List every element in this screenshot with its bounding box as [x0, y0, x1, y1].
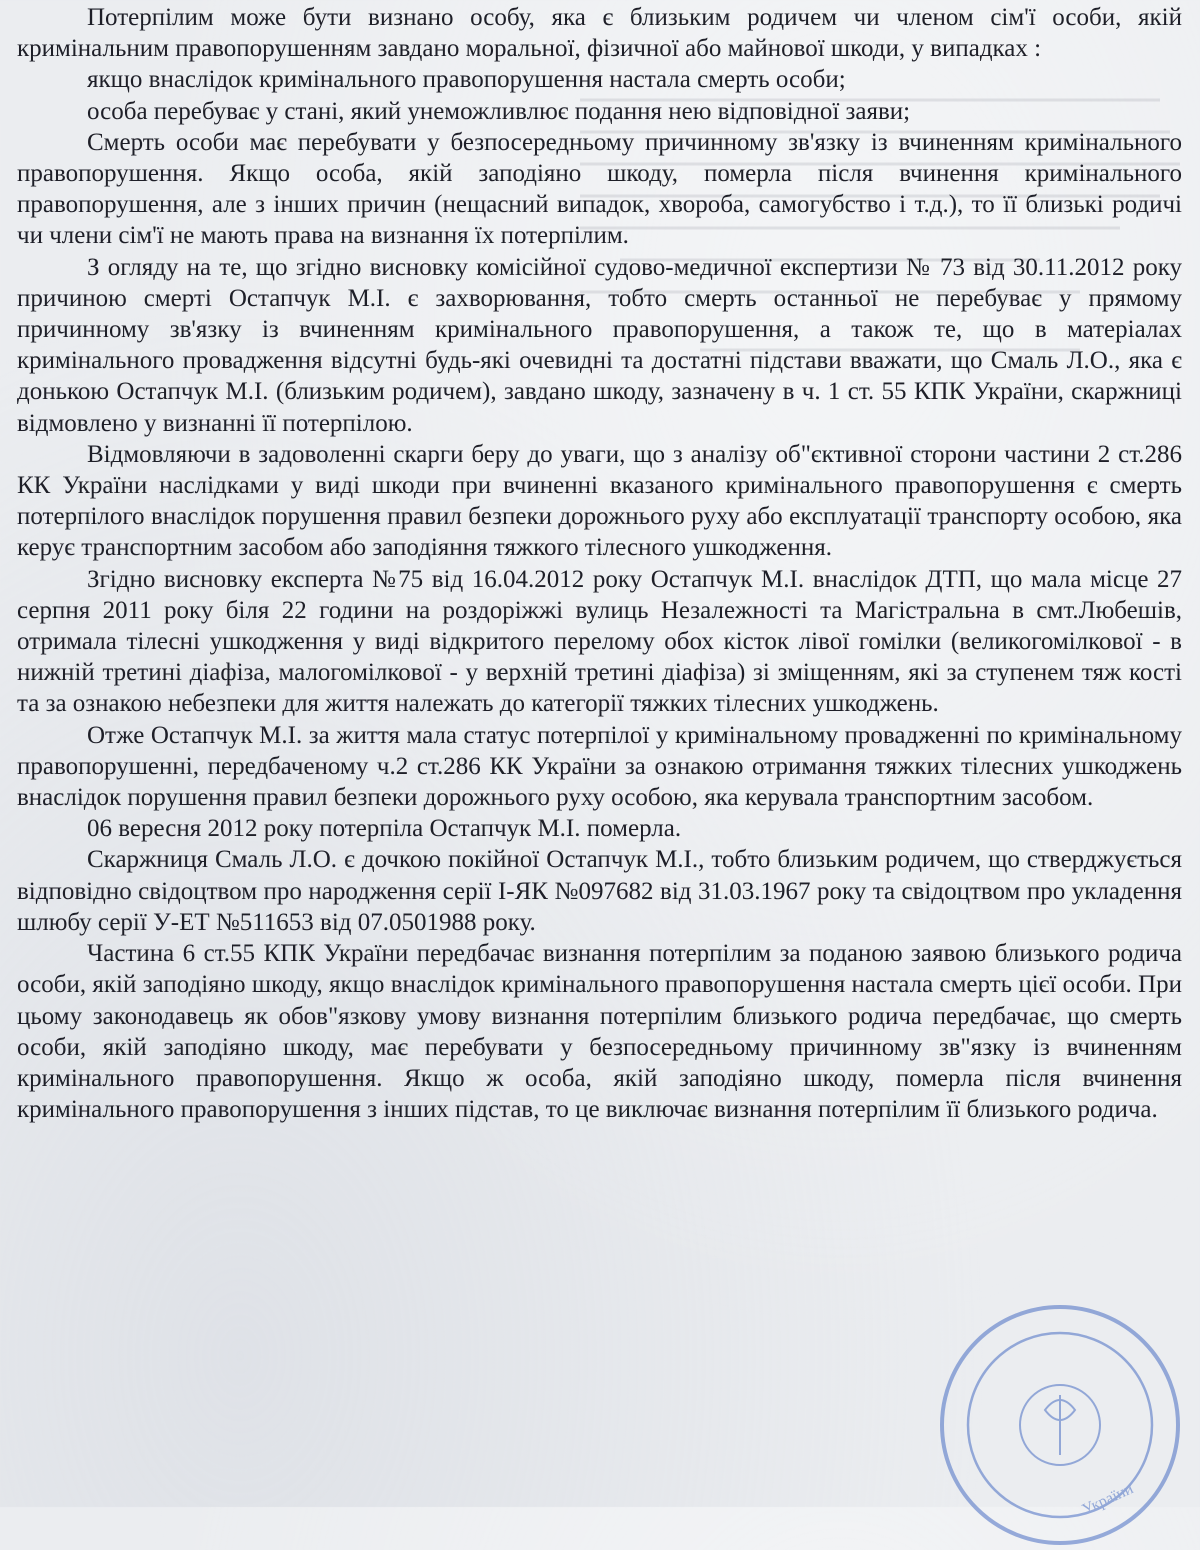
- paragraph-expert-conclusion: З огляду на те, що згідно висновку комісійної судово-медичної експертизи № 73 від 30.11.2012 року причиною смерті Остапчук М.І. є захворювання, тобто смерть останньої не перебуває у прямому причинному зв'язку із вчиненням кримінального правопорушення, а також те, що в матеріалах кримінального провадження відсутні будь-які очевидні та достатні підстави вважати, що Смаль Л.О., яка є донькою Остапчук М.І. (близьким родичем), завдано шкоду, зазначену в ч. 1 ст. 55 КПК України, скаржниці відмовлено у визнанні її потерпілою.: [17, 253, 1182, 437]
- stamp-text: України: [1079, 1480, 1136, 1519]
- paragraph-victim-definition: Потерпілим може бути визнано особу, яка є близьким родичем чи членом сім'ї особи, якій кримінальним правопорушенням завдано моральної, фізичної або майнової шкоди, у випадках :: [17, 4, 1182, 63]
- paragraph-case-incapacity: особа перебуває у стані, який унеможливлює подання нею відповідної заяви;: [87, 97, 911, 125]
- paragraph-case-death: якщо внаслідок кримінального правопорушення настала смерть особи;: [87, 66, 846, 94]
- paragraph-injury-details: Згідно висновку експерта №75 від 16.04.2012 року Остапчук М.І. внаслідок ДТП, що мала місце 27 серпня 2011 року біля 22 години на роздоріжжі вулиць Незалежності та Магістральна в смт.Любешів, отримала тілесні ушкодження у виді відкритого перелому обох кісток лівої гомілки (великогомілкової - в нижній третині діафіза, малогомілкової - у верхній третині діафіза) зі зміщенням, які за ступенем тяж кості та за ознакою небезпеки для життя належать до категорії тяжких тілесних ушкоджень.: [17, 565, 1182, 718]
- paragraph-victim-status: Отже Остапчук М.І. за життя мала статус потерпілої у кримінальному провадженні по кримінальному правопорушенні, передбаченому ч.2 ст.286 КК України за ознакою отримання тяжких тілесних ушкоджень внаслідок порушення правил безпеки дорожнього руху особою, яка керувала транспортним засобом.: [17, 721, 1182, 812]
- paragraph-relationship: Скаржниця Смаль Л.О. є дочкою покійної Остапчук М.І., тобто близьким родичем, що стверджується відповідно свідоцтвом про народження серії І-ЯК №097682 від 31.03.1967 року та свідоцтвом про укладення шлюбу серії У-ЕТ №511653 від 07.0501988 року.: [17, 846, 1182, 936]
- paragraph-causal-link: Смерть особи має перебувати у безпосередньому причинному зв'язку із вчиненням кримінального правопорушення. Якщо особа, якій заподіяно шкоду, померла після вчинення кримінального правопорушення, але з інших причин (нещасний випадок, хвороба, самогубство і т.д.), то її близькі родичі чи члени сім'ї не мають права на визнання їх потерпілим.: [17, 128, 1182, 250]
- paragraph-legal-basis: Частина 6 ст.55 КПК України передбачає визнання потерпілим за поданою заявою близького родича особи, якій заподіяно шкоду, якщо внаслідок кримінального правопорушення настала смерть цієї особи. При цьому законодавець як обов"язкову умову визнання потерпілим близького родича передбачає, що смерть особи, якій заподіяно шкоду, має перебувати у безпосередньому причинному зв"язку із вчиненням кримінального правопорушення. Якщо ж особа, якій заподіяно шкоду, померла після вчинення кримінального правопорушення з інших підстав, то це виключає визнання потерпілим її близького родича.: [17, 940, 1182, 1124]
- paragraph-date-of-death: 06 вересня 2012 року потерпіла Остапчук М.І. померла.: [87, 815, 682, 843]
- paragraph-refusal-reasoning: Відмовляючи в задоволенні скарги беру до уваги, що з аналізу об"єктивної сторони частини 2 ст.286 КК України наслідками у виді шкоди при вчиненні вказаного кримінального правопорушення є смерть потерпілого внаслідок порушення правил безпеки дорожнього руху або експлуатації транспорту особою, яка керує транспортним засобом або заподіяння тяжкого тілесного ушкодження.: [17, 440, 1182, 562]
